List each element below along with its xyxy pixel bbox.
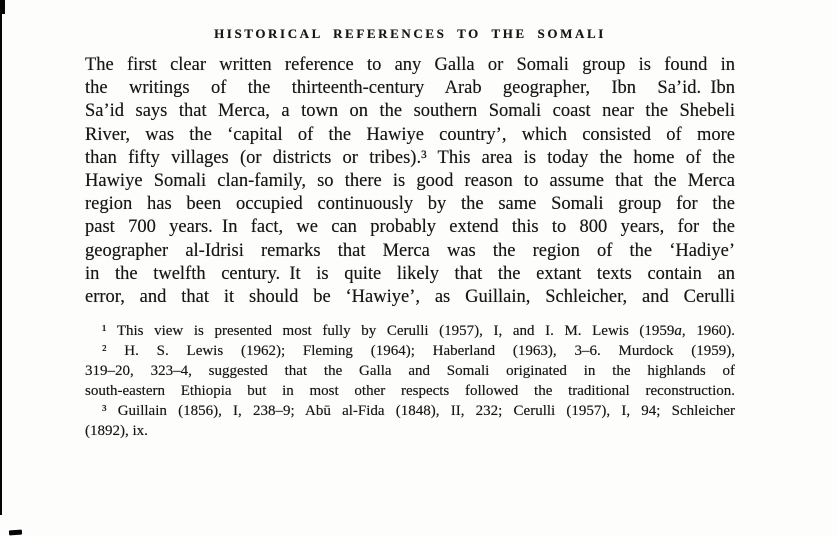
footnote-3-line: ³ Guillain (1856), I, 238–9; Abū al-Fida (1848), II, 232; Cerulli (1957), I, 94; Schleicher: [102, 403, 735, 420]
body-line: geographer al-Idrisi remarks that Merca was the region of the ‘Hadiye’: [85, 240, 735, 261]
footnote-1-italic: a: [674, 323, 682, 340]
running-head: HISTORICAL REFERENCES TO THE SOMALI: [214, 26, 606, 41]
body-line: Sa’id says that Merca, a town on the southern Somali coast near the Shebeli: [85, 101, 735, 122]
body-paragraph: [85, 54, 735, 309]
text-column: [85, 0, 735, 441]
body-line: than fifty villages (or districts or tribes).³ This area is today the home of the: [85, 147, 735, 168]
footnote-1-text: ¹ This view is presented most fully by Cerulli (1957), I, and I. M. Lewis (1959: [102, 323, 675, 340]
body-line: in the twelfth century. It is quite likely that the extant texts contain an: [85, 263, 735, 284]
footnotes: [85, 321, 735, 441]
footnote-2-line: ² H. S. Lewis (1962); Fleming (1964); Haberland (1963), 3–6. Murdock (1959),: [102, 343, 735, 360]
scan-smudge-artifact: [9, 530, 22, 536]
scan-edge-artifact: [0, 0, 2, 515]
body-line: region has been occupied continuously by the same Somali group for the: [85, 194, 735, 215]
body-line: Hawiye Somali clan-family, so there is good reason to assume that the Merca: [85, 171, 735, 192]
body-line: the writings of the thirteenth-century Arab geographer, Ibn Sa’id. Ibn: [85, 78, 735, 99]
body-line: River, was the ‘capital of the Hawiye country’, which consisted of more: [85, 124, 735, 145]
scan-corner-artifact: [0, 0, 5, 14]
footnote-1: [85, 321, 735, 341]
body-line: past 700 years. In fact, we can probably extend this to 800 years, for the: [85, 217, 735, 238]
body-line: error, and that it should be ‘Hawiye’, as Guillain, Schleicher, and Cerulli: [85, 287, 735, 308]
footnote-3-line: (1892), ix.: [85, 423, 148, 440]
body-line: The first clear written reference to any Galla or Somali group is found in: [85, 55, 735, 75]
footnote-1-tail: , 1960).: [681, 323, 735, 340]
footnote-2-line: 319–20, 323–4, suggested that the Galla and Somali originated in the highlands of: [85, 363, 735, 380]
footnote-2-line: south-eastern Ethiopia but in most other respects followed the traditional reconstruction.: [85, 383, 735, 400]
